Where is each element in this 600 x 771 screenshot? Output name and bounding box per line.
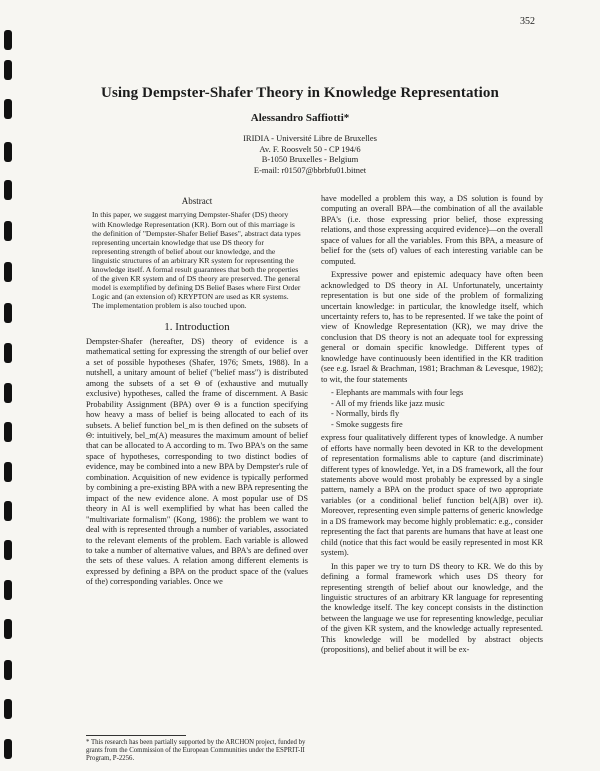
binder-hole <box>4 262 12 282</box>
affiliation-line: Av. F. Roosvelt 50 - CP 194/6 <box>259 143 361 154</box>
abstract-heading: Abstract <box>181 196 213 206</box>
author-name: Alessandro Saffiotti* <box>250 112 350 124</box>
affiliation <box>150 133 470 175</box>
footnote: * This research has been partially supported by the ARCHON project, funded by grants from the Commission of the European Communities under the ESPRIT-II Program, P-2256. <box>86 739 306 763</box>
paper-title: Using Dempster-Shafer Theory in Knowledge Representation <box>101 85 499 101</box>
affiliation-line: IRIDIA - Université Libre de Bruxelles <box>243 133 377 143</box>
binder-hole <box>4 739 12 759</box>
list-item: - Normally, birds fly <box>331 409 400 419</box>
binder-hole <box>4 30 12 50</box>
binder-hole <box>4 142 12 162</box>
body-paragraph: Expressive power and epistemic adequacy have often been acknowledged to DS theory in AI. Unfortunately, uncertainty representation is but one side of the problem of formalizing uncertain knowledge: in particular, the knowledge itself, which uncertainty refers to, has to be represented. If we take the point of view of Knowledge Representation (KR), we may drive the conclusion that DS theory is not an adequate tool for expressing general or domain specific knowledge. Different types of knowledge have continuously been identified in the KR tradition (see e.g. Israel & Brachman, 1981; Brachman & Levesque, 1982); to wit, the four statements <box>321 270 543 384</box>
affiliation-line: B-1050 Bruxelles - Belgium <box>261 154 359 164</box>
binder-hole <box>4 60 12 80</box>
list-item: - Smoke suggests fire <box>331 419 403 429</box>
statement-list <box>331 388 543 430</box>
binder-hole <box>4 540 12 560</box>
binder-hole <box>4 343 12 363</box>
binder-hole <box>4 501 12 521</box>
binder-hole <box>4 303 12 323</box>
body-paragraph: express four qualitatively different types of knowledge. A number of efforts have normally been devoted in KR to the development of representation formalisms able to capture (and discriminate) different types of knowledge. Yet, in a DS framework, all the four statements above would most probably be expressed by a single pattern, namely a BPA on the product space of two appropriate variables (or a conditional belief function bel(A|B) over it). Moreover, representing even simple patterns of generic knowledge in a DS framework may become highly problematic: e.g., consider representing the fact that parents are humans that have at least one child (notice that this fact would be easily represented in most KR system). <box>321 433 543 558</box>
binder-hole <box>4 580 12 600</box>
list-item: - All of my friends like jazz music <box>331 398 445 408</box>
binder-hole <box>4 221 12 241</box>
body-paragraph: have modelled a problem this way, a DS solution is found by computing an overall BPA—the combination of all the available BPA's (i.e. those expressing prior belief, those expressing relations, and those expressing acquired evidence)—on the overall space of values for all the variables. From this BPA, a measure of belief for the (sets of) values of each interesting variable can be computed. <box>321 194 543 266</box>
right-column <box>321 194 543 659</box>
footnote-rule <box>86 735 186 736</box>
abstract-text: In this paper, we suggest marrying Dempster-Shafer (DS) theory with Knowledge Representation (KR). Born out of this marriage is the definition of "Dempster-Shafer Belief Bases", abstract data types representing uncertain knowledge that use DS theory for representing strength of belief about our knowledge, and the linguistic structures of an arbitrary KR system for representing the knowledge itself. A formal result guarantees that both the properties of the given KR system and of DS theory are preserved. The general model is exemplified by defining DS Belief Bases where First Order Logic and (an extension of) KRYPTON are used as KR systems. The implementation problem is also touched upon. <box>92 210 301 311</box>
binder-hole <box>4 422 12 442</box>
affiliation-email: E-mail: r01507@bbrbfu01.bitnet <box>253 164 367 175</box>
list-item: - Elephants are mammals with four legs <box>331 388 464 398</box>
intro-paragraph: Dempster-Shafer (hereafter, DS) theory of evidence is a mathematical setting for expressing the strength of our belief over a set of possible hypotheses (Shafer, 1976; Smets, 1988). In a nutshell, a unitary amount of belief ("belief mass") is distributed among the subsets of a set Θ of (exhaustive and mutually exclusive) hypotheses, called the frame of discernment. A Basic Probability Assignment (BPA) over Θ is a function specifying how heavy a mass of belief is being allocated to each of its subsets. A belief function bel_m is then defined on the subsets of Θ: intuitively, bel_m(A) measures the maximum amount of belief that can be allocated to A according to m. Two BPA's on the same space of hypotheses, corresponding to two distinct bodies of evidence, may be combined into a new BPA by Dempster's rule of combination. Acquisition of new evidence is typically performed by combining a pre-existing BPA with a new BPA representing the impact of the new evidence alone. A most popular use of DS theory in AI is well exemplified by what has been called the "multivariate formalism" (Kong, 1986): the problem we want to deal with is represented through a number of variables, associated to the relevant elements of the problem. Each variable is allowed to take a number of alternative values, and BPA's are defined over the sets of these values. A relation among different elements is expressed by defining a BPA on the product space of the (values of the) corresponding variables. Once we <box>86 336 308 587</box>
binder-hole <box>4 462 12 482</box>
binder-hole <box>4 383 12 403</box>
binder-hole <box>4 660 12 680</box>
section-heading: 1. Introduction <box>164 321 230 334</box>
binder-hole <box>4 180 12 200</box>
left-column <box>86 194 308 591</box>
binder-hole <box>4 699 12 719</box>
page-number: 352 <box>520 16 535 27</box>
binder-hole <box>4 619 12 639</box>
body-paragraph: In this paper we try to turn DS theory to KR. We do this by defining a formal framework which uses DS theory for representing strength of belief about our knowledge, and the linguistic structures of an arbitrary KR language for representing the knowledge itself. The key concept consists in the distinction between the language we use for representing knowledge, peculiar of the given KR system, and the knowledge actually represented. This knowledge will be modelled by abstract objects (propositions), and belief about it will be ex- <box>321 561 543 655</box>
